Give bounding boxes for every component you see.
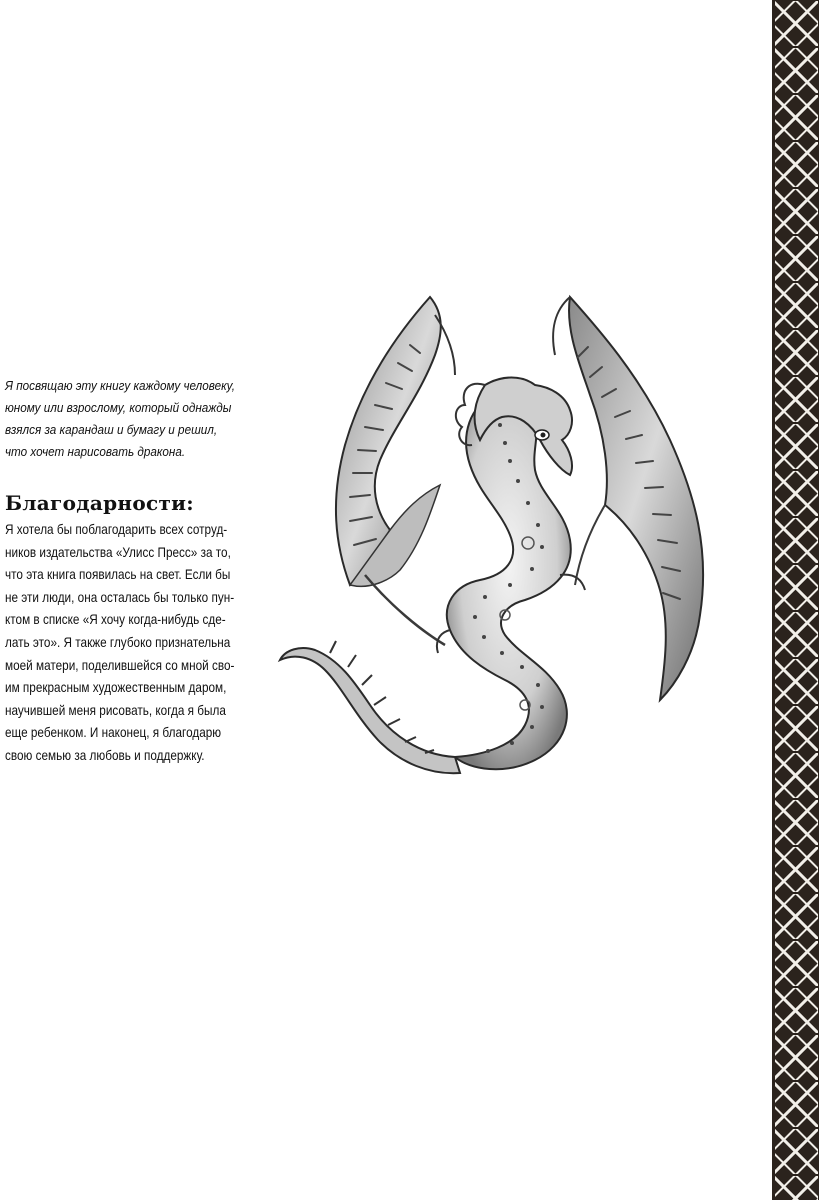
acknowledgements-heading: Благодарности: (5, 491, 194, 515)
acknowledgements-line: еще ребенком. И наконец, я благодарю (5, 724, 222, 741)
dedication-line: что хочет нарисовать дракона. (5, 444, 186, 459)
dedication-line: юному или взрослому, который однажды (5, 400, 232, 415)
dragon-illustration (270, 285, 740, 830)
acknowledgements-line: ктом в списке «Я хочу когда-нибудь сде- (5, 611, 226, 628)
acknowledgements-line: им прекрасным художественным даром, (5, 679, 227, 696)
dragon-tail (280, 641, 460, 773)
dedication-line: Я посвящаю эту книгу каждому человеку, (5, 378, 235, 393)
left-wing (336, 297, 455, 645)
acknowledgements-line: что эта книга появилась на свет. Если бы (5, 566, 231, 583)
acknowledgements-line: свою семью за любовь и поддержку. (5, 746, 205, 763)
acknowledgements-text (5, 518, 240, 767)
acknowledgements-line: моей матери, поделившейся со мной сво- (5, 656, 235, 673)
acknowledgements-line: лать это». Я также глубоко признательна (5, 633, 231, 650)
acknowledgements-line: не эти люди, она осталась бы только пун- (5, 588, 235, 605)
dedication-text (5, 375, 239, 463)
acknowledgements-line: ников издательства «Улисс Пресс» за то, (5, 543, 231, 560)
dedication-line: взялся за карандаш и бумагу и решил, (5, 422, 218, 437)
right-wing (553, 297, 703, 700)
acknowledgements-line: Я хотела бы поблагодарить всех сотруд- (5, 521, 228, 537)
acknowledgements-line: научившей меня рисовать, когда я была (5, 701, 226, 718)
decorative-border (772, 0, 819, 1200)
